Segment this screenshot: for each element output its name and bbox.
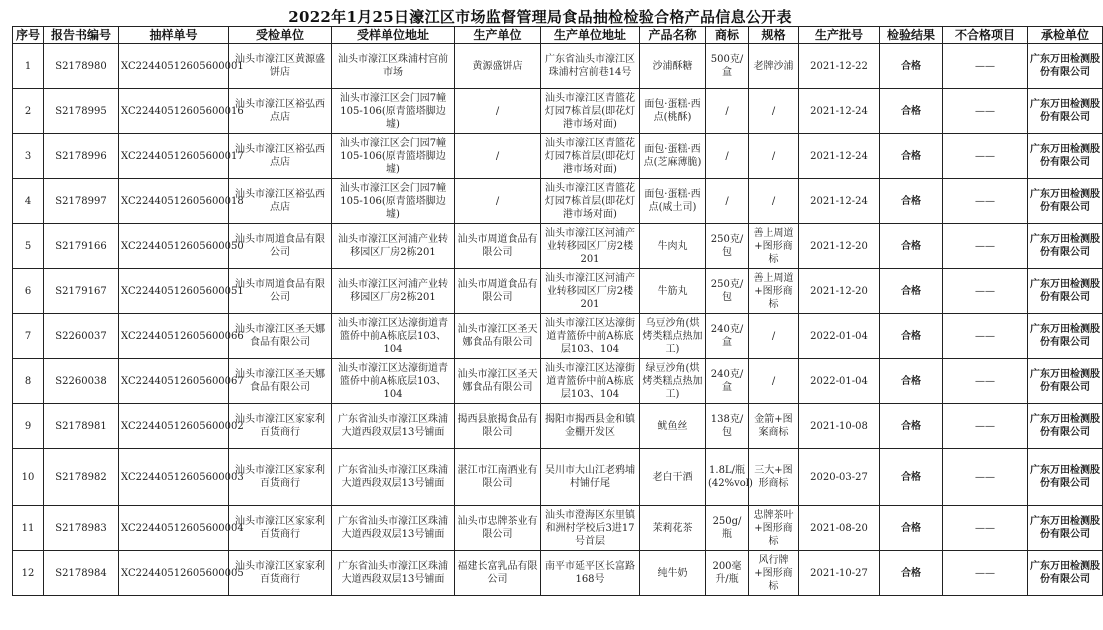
- table-row: [13, 551, 1103, 596]
- cell-no: 10: [13, 449, 44, 506]
- cell-batch: 2022-01-04: [799, 314, 880, 359]
- cell-result: 合格: [880, 134, 943, 179]
- cell-producer-address: 汕头市濠江区达濠街道青篮侨中前A栋底层103、104: [541, 359, 640, 404]
- cell-result: 合格: [880, 359, 943, 404]
- cell-failed-items: ——: [943, 89, 1028, 134]
- cell-producer-address: 汕头市濠江区河浦产业转移园区厂房2楼201: [541, 224, 640, 269]
- cell-failed-items: ——: [943, 44, 1028, 89]
- cell-product: 牛筋丸: [640, 269, 706, 314]
- cell-failed-items: ——: [943, 314, 1028, 359]
- header-no: 序号: [13, 27, 44, 44]
- cell-result: 合格: [880, 404, 943, 449]
- header-spec: 规格: [749, 27, 799, 44]
- cell-producer: 福建长富乳品有限公司: [455, 551, 541, 596]
- header-lab: 承检单位: [1028, 27, 1103, 44]
- cell-report-no: S2178995: [44, 89, 119, 134]
- cell-spec: /: [749, 89, 799, 134]
- cell-product: 沙浦酥糖: [640, 44, 706, 89]
- cell-producer: 揭西县旅揭食品有限公司: [455, 404, 541, 449]
- cell-no: 4: [13, 179, 44, 224]
- cell-trademark: 200毫升/瓶: [706, 551, 749, 596]
- cell-inspected-address: 汕头市濠江区会门园7幢105-106(原青篮塔脚边墟): [332, 89, 455, 134]
- cell-product: 绿豆沙角(烘烤类糕点热加工): [640, 359, 706, 404]
- cell-sample-no: XC22440512605600001: [119, 44, 229, 89]
- cell-product: 牛肉丸: [640, 224, 706, 269]
- cell-lab: 广东万田检测股份有限公司: [1028, 179, 1103, 224]
- cell-sample-no: XC22440512605600051: [119, 269, 229, 314]
- table-row: [13, 506, 1103, 551]
- cell-producer-address: 汕头市濠江区达濠街道青篮侨中前A栋底层103、104: [541, 314, 640, 359]
- cell-report-no: S2260037: [44, 314, 119, 359]
- cell-no: 7: [13, 314, 44, 359]
- cell-inspected-unit: 汕头市濠江区裕弘西点店: [229, 179, 332, 224]
- cell-trademark: 1.8L/瓶(42%vol): [706, 449, 749, 506]
- cell-no: 6: [13, 269, 44, 314]
- cell-inspected-address: 汕头市濠江区会门园7幢105-106(原青篮塔脚边墟): [332, 134, 455, 179]
- cell-spec: 善上周道+图形商标: [749, 224, 799, 269]
- cell-batch: 2021-12-24: [799, 179, 880, 224]
- header-batch: 生产批号: [799, 27, 880, 44]
- cell-producer-address: 吴川市大山江老鸦埔村铺仔尾: [541, 449, 640, 506]
- cell-trademark: 250克/包: [706, 269, 749, 314]
- cell-failed-items: ——: [943, 551, 1028, 596]
- cell-product: 纯牛奶: [640, 551, 706, 596]
- cell-producer-address: 汕头市澄海区东里镇和洲村学校后3进17号首层: [541, 506, 640, 551]
- cell-spec: 善上周道+图形商标: [749, 269, 799, 314]
- cell-sample-no: XC22440512605600005: [119, 551, 229, 596]
- cell-lab: 广东万田检测股份有限公司: [1028, 224, 1103, 269]
- cell-spec: 忠牌茶叶+图形商标: [749, 506, 799, 551]
- cell-inspected-address: 汕头市濠江区河浦产业转移园区厂房2栋201: [332, 269, 455, 314]
- cell-failed-items: ——: [943, 224, 1028, 269]
- cell-lab: 广东万田检测股份有限公司: [1028, 404, 1103, 449]
- table-row: [13, 44, 1103, 89]
- cell-batch: 2022-01-04: [799, 359, 880, 404]
- cell-trademark: 500克/盒: [706, 44, 749, 89]
- cell-producer: /: [455, 89, 541, 134]
- cell-no: 1: [13, 44, 44, 89]
- cell-failed-items: ——: [943, 179, 1028, 224]
- cell-result: 合格: [880, 449, 943, 506]
- cell-spec: /: [749, 179, 799, 224]
- header-result: 检验结果: [880, 27, 943, 44]
- table-row: [13, 404, 1103, 449]
- table-row: [13, 179, 1103, 224]
- table-row: [13, 269, 1103, 314]
- cell-batch: 2021-12-20: [799, 269, 880, 314]
- cell-producer-address: 南平市延平区长富路168号: [541, 551, 640, 596]
- cell-report-no: S2178981: [44, 404, 119, 449]
- inspection-table: [12, 26, 1103, 596]
- cell-failed-items: ——: [943, 449, 1028, 506]
- cell-no: 9: [13, 404, 44, 449]
- cell-inspected-unit: 汕头市濠江区家家利百货商行: [229, 449, 332, 506]
- cell-batch: 2020-03-27: [799, 449, 880, 506]
- cell-producer: /: [455, 179, 541, 224]
- cell-report-no: S2178983: [44, 506, 119, 551]
- cell-inspected-address: 汕头市濠江区珠浦村宫前市场: [332, 44, 455, 89]
- cell-result: 合格: [880, 551, 943, 596]
- cell-failed-items: ——: [943, 359, 1028, 404]
- cell-result: 合格: [880, 314, 943, 359]
- cell-producer-address: 汕头市濠江区青篮花灯园7栋首层(即花灯港市场对面): [541, 134, 640, 179]
- cell-inspected-address: 汕头市濠江区达濠街道青篮侨中前A栋底层103、104: [332, 359, 455, 404]
- cell-report-no: S2178982: [44, 449, 119, 506]
- cell-product: 面包·蛋糕·西点(咸土司): [640, 179, 706, 224]
- cell-inspected-unit: 汕头市濠江区圣天娜食品有限公司: [229, 359, 332, 404]
- cell-producer: /: [455, 134, 541, 179]
- cell-spec: 三大+图形商标: [749, 449, 799, 506]
- cell-failed-items: ——: [943, 134, 1028, 179]
- cell-spec: 金箭+图案商标: [749, 404, 799, 449]
- cell-product: 面包·蛋糕·西点(芝麻薄脆): [640, 134, 706, 179]
- cell-batch: 2021-12-24: [799, 134, 880, 179]
- cell-result: 合格: [880, 179, 943, 224]
- cell-producer-address: 汕头市濠江区河浦产业转移园区厂房2楼201: [541, 269, 640, 314]
- cell-inspected-unit: 汕头市濠江区家家利百货商行: [229, 551, 332, 596]
- cell-batch: 2021-12-24: [799, 89, 880, 134]
- cell-sample-no: XC22440512605600050: [119, 224, 229, 269]
- table-row: [13, 359, 1103, 404]
- cell-producer-address: 广东省汕头市濠江区珠浦村宫前巷14号: [541, 44, 640, 89]
- cell-producer: 湛江市江南酒业有限公司: [455, 449, 541, 506]
- cell-product: 鱿鱼丝: [640, 404, 706, 449]
- cell-inspected-unit: 汕头市濠江区黄源盛饼店: [229, 44, 332, 89]
- cell-no: 3: [13, 134, 44, 179]
- cell-producer-address: 揭阳市揭西县金和镇金棚开发区: [541, 404, 640, 449]
- cell-inspected-unit: 汕头市濠江区家家利百货商行: [229, 506, 332, 551]
- cell-result: 合格: [880, 506, 943, 551]
- header-producer: 生产单位: [455, 27, 541, 44]
- cell-result: 合格: [880, 269, 943, 314]
- cell-inspected-address: 汕头市濠江区河浦产业转移园区厂房2栋201: [332, 224, 455, 269]
- cell-sample-no: XC22440512605600002: [119, 404, 229, 449]
- cell-sample-no: XC22440512605600003: [119, 449, 229, 506]
- cell-no: 5: [13, 224, 44, 269]
- header-failed-items: 不合格项目: [943, 27, 1028, 44]
- cell-inspected-address: 汕头市濠江区会门园7幢105-106(原青篮塔脚边墟): [332, 179, 455, 224]
- cell-spec: 老牌沙浦: [749, 44, 799, 89]
- page-title: 2022年1月25日濠江区市场监督管理局食品抽检检验合格产品信息公开表: [288, 8, 792, 26]
- header-report-no: 报告书编号: [44, 27, 119, 44]
- cell-batch: 2021-12-22: [799, 44, 880, 89]
- cell-producer: 汕头市濠江区圣天娜食品有限公司: [455, 359, 541, 404]
- cell-failed-items: ——: [943, 269, 1028, 314]
- header-inspected-unit: 受检单位: [229, 27, 332, 44]
- cell-report-no: S2179167: [44, 269, 119, 314]
- cell-sample-no: XC22440512605600017: [119, 134, 229, 179]
- table-header-row: [13, 27, 1103, 44]
- cell-inspected-unit: 汕头市濠江区圣天娜食品有限公司: [229, 314, 332, 359]
- cell-inspected-address: 汕头市濠江区达濠街道青篮侨中前A栋底层103、104: [332, 314, 455, 359]
- cell-lab: 广东万田检测股份有限公司: [1028, 134, 1103, 179]
- cell-trademark: 250g/瓶: [706, 506, 749, 551]
- cell-failed-items: ——: [943, 506, 1028, 551]
- cell-batch: 2021-08-20: [799, 506, 880, 551]
- cell-sample-no: XC22440512605600016: [119, 89, 229, 134]
- cell-report-no: S2178984: [44, 551, 119, 596]
- cell-inspected-address: 广东省汕头市濠江区珠浦大道西段双层13号铺面: [332, 551, 455, 596]
- cell-no: 11: [13, 506, 44, 551]
- header-inspected-address: 受样单位地址: [332, 27, 455, 44]
- cell-spec: /: [749, 359, 799, 404]
- cell-producer-address: 汕头市濠江区青篮花灯园7栋首层(即花灯港市场对面): [541, 89, 640, 134]
- cell-batch: 2021-12-20: [799, 224, 880, 269]
- cell-lab: 广东万田检测股份有限公司: [1028, 551, 1103, 596]
- cell-product: 面包·蛋糕·西点(桃酥): [640, 89, 706, 134]
- cell-result: 合格: [880, 224, 943, 269]
- cell-product: 老白干酒: [640, 449, 706, 506]
- cell-result: 合格: [880, 89, 943, 134]
- table-row: [13, 449, 1103, 506]
- cell-trademark: 138克/包: [706, 404, 749, 449]
- cell-trademark: 250克/包: [706, 224, 749, 269]
- cell-inspected-address: 广东省汕头市濠江区珠浦大道西段双层13号铺面: [332, 506, 455, 551]
- cell-report-no: S2260038: [44, 359, 119, 404]
- cell-sample-no: XC22440512605600004: [119, 506, 229, 551]
- cell-spec: /: [749, 314, 799, 359]
- cell-inspected-unit: 汕头市濠江区裕弘西点店: [229, 89, 332, 134]
- table-row: [13, 314, 1103, 359]
- cell-lab: 广东万田检测股份有限公司: [1028, 449, 1103, 506]
- cell-inspected-unit: 汕头市周道食品有限公司: [229, 269, 332, 314]
- table-row: [13, 224, 1103, 269]
- cell-lab: 广东万田检测股份有限公司: [1028, 44, 1103, 89]
- cell-spec: /: [749, 134, 799, 179]
- cell-inspected-address: 广东省汕头市濠江区珠浦大道西段双层13号铺面: [332, 449, 455, 506]
- cell-trademark: 240克/盒: [706, 359, 749, 404]
- cell-batch: 2021-10-27: [799, 551, 880, 596]
- cell-lab: 广东万田检测股份有限公司: [1028, 359, 1103, 404]
- header-product: 产品名称: [640, 27, 706, 44]
- cell-inspected-unit: 汕头市濠江区家家利百货商行: [229, 404, 332, 449]
- cell-producer: 汕头市濠江区圣天娜食品有限公司: [455, 314, 541, 359]
- cell-producer: 汕头市周道食品有限公司: [455, 269, 541, 314]
- cell-inspected-address: 广东省汕头市濠江区珠浦大道西段双层13号铺面: [332, 404, 455, 449]
- cell-producer: 汕头市周道食品有限公司: [455, 224, 541, 269]
- table-body: [13, 44, 1103, 596]
- cell-no: 12: [13, 551, 44, 596]
- cell-trademark: 240克/盒: [706, 314, 749, 359]
- cell-product: 乌豆沙角(烘烤类糕点热加工): [640, 314, 706, 359]
- cell-lab: 广东万田检测股份有限公司: [1028, 506, 1103, 551]
- cell-lab: 广东万田检测股份有限公司: [1028, 269, 1103, 314]
- cell-inspected-unit: 汕头市濠江区裕弘西点店: [229, 134, 332, 179]
- cell-no: 8: [13, 359, 44, 404]
- cell-report-no: S2178996: [44, 134, 119, 179]
- cell-lab: 广东万田检测股份有限公司: [1028, 314, 1103, 359]
- cell-report-no: S2178980: [44, 44, 119, 89]
- table-row: [13, 89, 1103, 134]
- cell-producer-address: 汕头市濠江区青篮花灯园7栋首层(即花灯港市场对面): [541, 179, 640, 224]
- cell-inspected-unit: 汕头市周道食品有限公司: [229, 224, 332, 269]
- cell-report-no: S2179166: [44, 224, 119, 269]
- cell-batch: 2021-10-08: [799, 404, 880, 449]
- cell-result: 合格: [880, 44, 943, 89]
- header-trademark: 商标: [706, 27, 749, 44]
- cell-no: 2: [13, 89, 44, 134]
- cell-failed-items: ——: [943, 404, 1028, 449]
- cell-report-no: S2178997: [44, 179, 119, 224]
- table-row: [13, 134, 1103, 179]
- cell-producer: 黄源盛饼店: [455, 44, 541, 89]
- header-sample-no: 抽样单号: [119, 27, 229, 44]
- cell-producer: 汕头市忠牌茶业有限公司: [455, 506, 541, 551]
- cell-product: 茉莉花茶: [640, 506, 706, 551]
- cell-sample-no: XC22440512605600067: [119, 359, 229, 404]
- header-producer-address: 生产单位地址: [541, 27, 640, 44]
- cell-spec: 风行牌+图形商标: [749, 551, 799, 596]
- cell-sample-no: XC22440512605600066: [119, 314, 229, 359]
- cell-lab: 广东万田检测股份有限公司: [1028, 89, 1103, 134]
- cell-trademark: /: [706, 179, 749, 224]
- cell-trademark: /: [706, 89, 749, 134]
- cell-sample-no: XC22440512605600018: [119, 179, 229, 224]
- cell-trademark: /: [706, 134, 749, 179]
